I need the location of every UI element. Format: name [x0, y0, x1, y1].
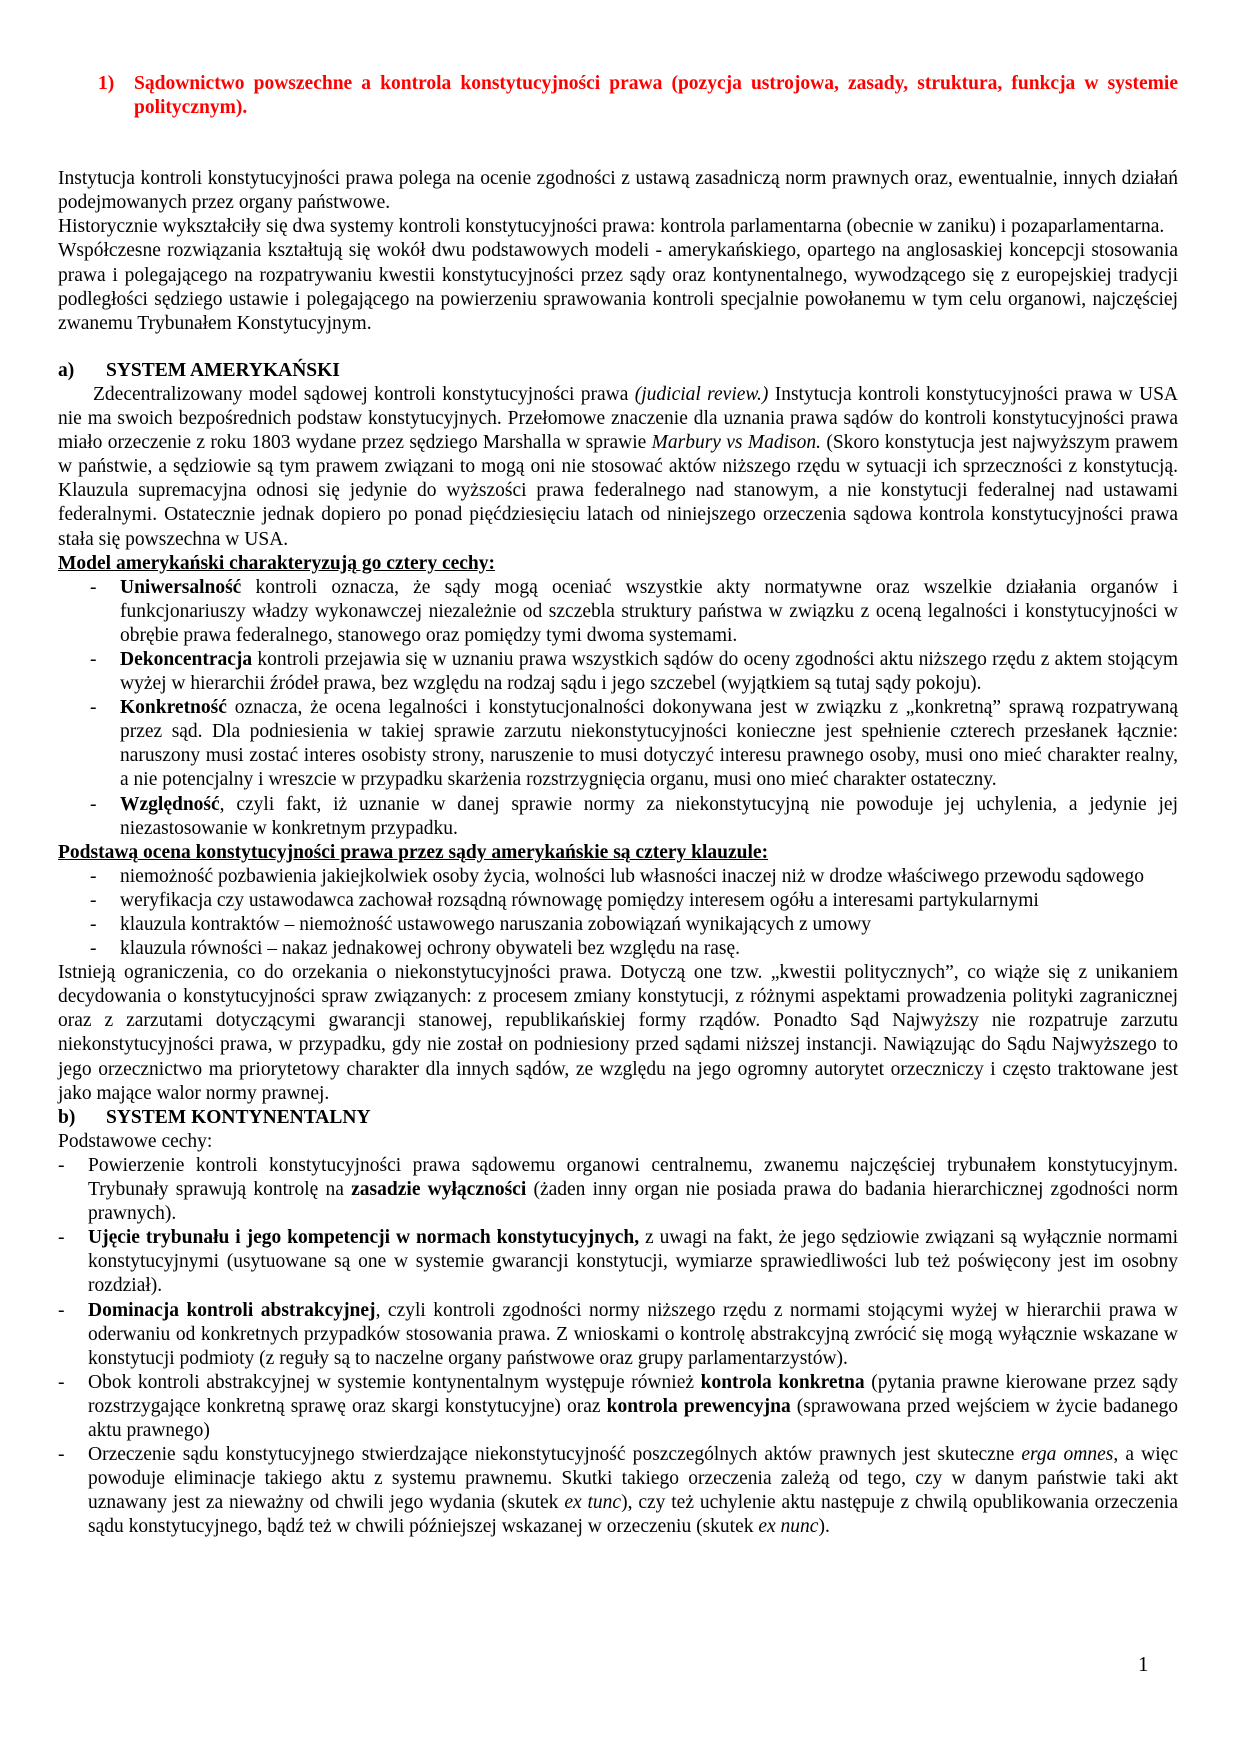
text-run: (Skoro konstytucja jest najwyższym prawem w państwie, a sędziowie są tym prawem związani to mogą oni nie stosować aktów niższego rzędu w sytuacji ich sprzeczności z konstytucją. Klauzula supremacyjna odnosi się jedynie do wyższości prawa federalnego nad stanowym, a nie konstytucji federalnej nad ustawami federalnymi. Ostatecznie jednak dopiero po ponad pięćdziesięciu latach od niniejszego orzeczenia sądowa kontrola konstytucyjności prawa stała się powszechna w USA. [58, 432, 1178, 550]
italic-text: ex tunc [564, 1492, 622, 1514]
text-run: niemożność pozbawienia jakiejkolwiek osoby życia, wolności lub własności inaczej niż w drodze właściwego przewodu sądowego [120, 865, 1144, 887]
list-item [58, 913, 1178, 937]
list-item [58, 1226, 1178, 1298]
section-b-title: SYSTEM KONTYNENTALNY [106, 1106, 371, 1128]
page-number: 1 [1138, 1652, 1149, 1676]
dash-bullet: - [58, 1371, 65, 1393]
dash-bullet: - [90, 576, 97, 598]
list-item [58, 648, 1178, 696]
list-item [58, 1371, 1178, 1443]
text-run: , czyli fakt, iż uznanie w danej sprawie normy za niekonstytucyjną nie powoduje jej uchylenia, a jedynie jej niezastosowanie w konkretnym przypadku. [120, 793, 1178, 839]
list-item [58, 1299, 1178, 1371]
text-run: (żaden inny organ nie posiada prawa do badania hierarchicznej zgodności norm prawnych). [88, 1179, 1178, 1225]
section-a-closing: Istnieją ograniczenia, co do orzekania o niekonstytucyjności prawa. Dotyczą one tzw. „kwestii politycznych”, co wiąże się z unikaniem decydowania o konstytucyjności spraw związanych: z procesem zmiany konstytucji, z różnymi aspektami prowadzenia polityki zagranicznej oraz z zarzutami dotyczącymi gwarancji stanowej, republikańskiej formy rządów. Ponadto Sąd Najwyższy nie rozpatruje zarzutu niekonstytucyjności prawa, w przypadku, gdy nie został on podniesiony przed sądami niższej instancji. Nawiązując do Sądu Najwyższego to jego orzecznictwo ma priorytetowy charakter dla innych sądów, ze względu na jego ogromny autorytet orzeczniczy i często traktowane jest jako mające walor normy prawnej. [58, 962, 1178, 1104]
bold-text: Dekoncentracja [120, 648, 253, 670]
dash-bullet: - [90, 889, 97, 911]
dash-bullet: - [58, 1444, 65, 1466]
intro-paragraph: Instytucja kontroli konstytucyjności prawa polega na ocenie zgodności z ustawą zasadniczą norm prawnych oraz, ewentualnie, innych działań podejmowanych przez organy państwowe. [58, 168, 1178, 214]
continental-features-list [58, 1154, 1178, 1540]
list-item [58, 1443, 1178, 1539]
text-run: ), czy też uchylenie aktu następuje z chwilą opublikowania orzeczenia sądu konstytucyjnego, bądź też w chwili późniejszej wskazanej w orzeczeniu (skutek [88, 1492, 1178, 1538]
italic-text: erga omnes [1021, 1444, 1114, 1466]
bold-text: Uniwersalność [120, 576, 242, 598]
text-run: ). [818, 1516, 830, 1538]
main-heading [58, 72, 1178, 120]
list-item [58, 793, 1178, 841]
dash-bullet: - [90, 914, 97, 935]
text-run: , a więc powoduje eliminacje takiego aktu z systemu prawnemu. Skutki takiego orzeczenia zależą od tego, czy w danym państwie taki akt uznawany jest za nieważny od chwili jego wydania (skutek [88, 1444, 1178, 1514]
dash-bullet: - [58, 1154, 65, 1176]
list-item [58, 889, 1178, 913]
bold-text: zasadzie wyłączności [351, 1179, 527, 1201]
text-run: klauzula kontraktów – niemożność ustawowego naruszania zobowiązań wynikających z umowy [120, 914, 872, 935]
heading-number: 1) [98, 73, 115, 94]
bold-text: Ujęcie trybunału i jego kompetencji w normach konstytucyjnych, [88, 1227, 640, 1249]
text-run: Orzeczenie sądu konstytucyjnego stwierdzające niekonstytucyjność poszczególnych aktów prawnych jest skuteczne [88, 1444, 1022, 1466]
list-item [58, 1154, 1178, 1226]
text-run: weryfikacja czy ustawodawca zachował rozsądną równowagę pomiędzy interesem ogółu a interesami partykularnymi [120, 889, 1039, 911]
dash-bullet: - [90, 865, 97, 887]
list-item [58, 576, 1178, 648]
features-title: Model amerykański charakteryzują go cztery cechy: [58, 552, 496, 574]
dash-bullet: - [58, 1227, 65, 1249]
section-b-heading [58, 1106, 1178, 1130]
text-run: Zdecentralizowany model sądowej kontroli konstytucyjności prawa [93, 383, 635, 405]
features-list [58, 576, 1178, 841]
heading-text: Sądownictwo powszechne a kontrola konstytucyjności prawa (pozycja ustrojowa, zasady, struktura, funkcja w systemie politycznym). [134, 73, 1178, 119]
italic-text: Marbury vs Madison. [651, 432, 821, 454]
dash-bullet: - [90, 938, 97, 960]
section-a-heading [58, 359, 1178, 383]
bold-text: Dominacja kontroli abstrakcyjnej [88, 1299, 376, 1321]
text-run: , czyli kontroli zgodności normy niższego rzędu z normami stojącymi wyżej w hierarchii prawa w oderwaniu od konkretnych przypadków stosowania prawa. Z wnioskami o kontrolę abstrakcyjną zwrócić się mogą wyłącznie wskazane w konstytucji podmioty (z reguły są to naczelne organy państwowe oraz grupy parlamentarzystów). [88, 1299, 1178, 1369]
section-b-subtitle: Podstawowe cechy: [58, 1130, 213, 1152]
text-run: z uwagi na fakt, że jego sędziowie związani są wyłącznie normami konstytucyjnymi (usytuowane są one w systemie gwarancji konstytucji, wymiarze sprawiedliwości lub też poświęcony jest im osobny rozdział). [88, 1227, 1178, 1297]
section-b-number: b) [58, 1106, 76, 1128]
dash-bullet: - [90, 793, 97, 815]
intro-paragraph: Historycznie wykształciły się dwa systemy kontroli konstytucyjności prawa: kontrola parlamentarna (obecnie w zaniku) i pozaparlamentarna. [58, 216, 1165, 238]
italic-text: ex nunc [758, 1516, 819, 1538]
section-a-paragraph [58, 383, 1178, 552]
list-item [58, 696, 1178, 792]
text-run: kontroli oznacza, że sądy mogą oceniać wszystkie akty normatywne oraz wszelkie działania organów i funkcjonariuszy władzy wykonawczej niezależnie od szczebla struktury państwa w związku z oceną legalności i konstytucyjności w obrębie prawa federalnego, stanowego oraz pomiędzy tymi dwoma systemami. [120, 576, 1178, 646]
text-run: klauzula równości – nakaz jednakowej ochrony obywateli bez względu na rasę. [120, 938, 740, 960]
section-a-number: a) [58, 359, 75, 381]
list-item [58, 865, 1178, 889]
text-run: kontroli przejawia się w uznaniu prawa wszystkich sądów do oceny zgodności aktu niższego rzędu z aktem stojącym wyżej w hierarchii źródeł prawa, bez względu na rodzaj sądu i jego szczebel (wyjątkiem są tutaj sądy pokoju). [120, 648, 1178, 695]
text-run: Instytucja kontroli konstytucyjności prawa w USA nie ma swoich bezpośrednich podstaw konstytucyjnych. Przełomowe znaczenie dla uznania prawa sądów do kontroli konstytucyjności prawa miało orzeczenie z roku 1803 wydane przez sędziego Marshalla w sprawie [58, 383, 1178, 454]
bold-text: kontrola prewencyjna [606, 1395, 791, 1417]
intro-paragraph: Współczesne rozwiązania kształtują się wokół dwu podstawowych modeli - amerykańskiego, opartego na anglosaskiej koncepcji stosowania prawa i polegającego na rozpatrywaniu kwestii konstytucyjności przez sądy oraz kontynentalnego, wywodzącego się z europejskiej tradycji podległości sędziego ustawie i polegającego na powierzeniu sprawowania kontroli specjalnie powołanemu w tym celu organowi, najczęściej zwanemu Trybunałem Konstytucyjnym. [58, 240, 1178, 334]
dash-bullet: - [90, 697, 97, 719]
italic-text: (judicial review.) [634, 383, 769, 405]
text-run: Obok kontroli abstrakcyjnej w systemie kontynentalnym występuje również [88, 1371, 701, 1393]
clauses-list [58, 865, 1178, 961]
text-run: oznacza, że ocena legalności i konstytucjonalności dokonywana jest w związku z „konkretną” sprawą rozpatrywaną przez sąd. Dla podniesienia w takiej sprawie zarzutu niekonstytucyjności konieczne jest spełnienie czterech przesłanek łącznie: naruszony musi zostać interes osobisty strony, naruszenie to musi dotyczyć interesu prawnego osoby, musi ono mieć charakter realny, a nie potencjalny i wreszcie w przypadku skarżenia rozstrzygnięcia organu, musi ono mieć charakter ostateczny. [120, 697, 1178, 791]
section-a-title: SYSTEM AMERYKAŃSKI [106, 359, 340, 381]
list-item [58, 937, 1178, 961]
clauses-title: Podstawą ocena konstytucyjności prawa przez sądy amerykańskie są cztery klauzule: [58, 841, 769, 863]
bold-text: Względność [120, 793, 220, 815]
bold-text: Konkretność [120, 697, 227, 719]
document-page [58, 72, 1178, 1539]
text-run: Powierzenie kontroli konstytucyjności prawa sądowemu organowi centralnemu, zwanemu najczęściej trybunałem konstytucyjnym. Trybunały sprawują kontrolę na [88, 1154, 1178, 1201]
text-run: (sprawowana przed wejściem w życie badanego aktu prawnego) [88, 1395, 1178, 1441]
dash-bullet: - [90, 648, 97, 670]
dash-bullet: - [58, 1299, 65, 1321]
bold-text: kontrola konkretna [700, 1371, 865, 1393]
text-run: (pytania prawne kierowane przez sądy rozstrzygające konkretną sprawę oraz skargi konstytucyjne) oraz [88, 1371, 1178, 1417]
